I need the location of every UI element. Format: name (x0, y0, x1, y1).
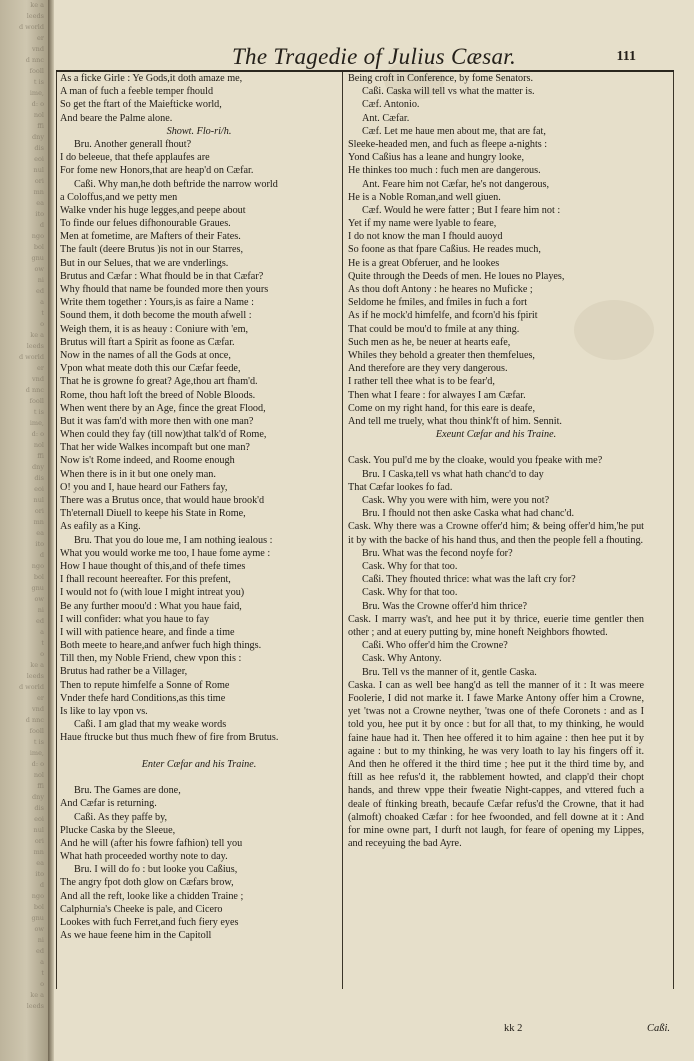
verse-line: As eafily as a King. (60, 521, 141, 533)
facing-page-line: d world (18, 353, 44, 361)
facing-page-line: mn (33, 188, 44, 196)
facing-page-line: nol (33, 771, 44, 779)
verse-line: What hath proceeded worthy note to day. (60, 851, 228, 863)
verse-line: Being croft in Conference, by fome Senators. (348, 73, 534, 84)
facing-page-line: leeds (26, 1002, 44, 1010)
facing-page-line: t is (33, 408, 44, 416)
verse-line: Walke vnder his huge legges,and peepe about (60, 204, 246, 216)
facing-page-line: t (41, 969, 44, 977)
facing-page-line: ime, (29, 419, 44, 427)
facing-page-line: d nnc (25, 716, 44, 724)
verse-line: I fhall recount heereafter. For this prefent, (60, 574, 231, 586)
verse-line: Caßi. They fhouted thrice: what was the laft cry for? (362, 574, 576, 586)
verse-line: Th'eternall Diuell to keepe his State in Rome, (60, 508, 246, 520)
facing-page-line: ori (34, 507, 44, 515)
verse-line: What you would worke me too, I haue fome ayme : (60, 547, 271, 559)
facing-page-line: d (39, 221, 44, 229)
facing-page-line: t (41, 639, 44, 647)
facing-page-line: d world (18, 683, 44, 691)
verse-line: As a ficke Girle : Ye Gods,it doth amaze me, (60, 73, 243, 84)
verse-line: Cæf. Let me haue men about me, that are fat, (362, 125, 546, 137)
facing-page-line: leeds (26, 672, 44, 680)
verse-line: To finde our felues difhonourable Graues. (60, 218, 231, 230)
facing-page-line: ea (36, 199, 44, 207)
verse-line: As we haue feene him in the Capitoll (60, 930, 212, 942)
verse-line: Cask. I marry was't, and hee put it by thrice, euerie time gentler then other ; and at euery putting by, mine honeft Neighbors fhowted. (348, 613, 644, 638)
verse-line: He thinkes too much : fuch men are dangerous. (348, 165, 541, 177)
facing-page-line: vnd (31, 375, 44, 383)
verse-line: Bru. The Games are done, (74, 785, 181, 797)
facing-page-line: dis (34, 804, 44, 812)
right-text-column (348, 72, 644, 850)
facing-page-line: ffi (37, 782, 44, 790)
facing-page-line: ito (35, 870, 44, 878)
verse-line: And tell me truely, what thou think'ft of him. Sennit. (348, 415, 562, 427)
facing-page-line: d: o (31, 430, 44, 438)
facing-page-line: mn (33, 518, 44, 526)
facing-page-line: ngo (31, 562, 44, 570)
verse-line: And all the reft, looke like a chidden Traine ; (60, 890, 244, 902)
facing-page-line: fooll (29, 727, 44, 735)
verse-line: As if he mock'd himfelfe, and fcorn'd his fpirit (348, 310, 538, 322)
facing-page-line: ke a (30, 991, 44, 999)
verse-line: But in our Selues, that we are vnderlings. (60, 257, 229, 269)
left-text-column (60, 72, 338, 942)
facing-page-line: d: o (31, 760, 44, 768)
facing-page-line: gnu (31, 254, 44, 262)
facing-page-line: a (40, 298, 44, 306)
facing-page-line: ow (34, 595, 44, 603)
verse-line: The angry fpot doth glow on Cæfars brow, (60, 877, 234, 889)
facing-page-line: eoi (34, 815, 44, 823)
verse-line: Ant. Feare him not Cæfar, he's not dangerous, (362, 178, 550, 190)
verse-line: a Coloffus,and we petty men (60, 191, 178, 203)
facing-page-line: ori (34, 837, 44, 845)
verse-line: Cask. Why there was a Crowne offer'd him; & being offer'd him,'he put it by with the backe of his hand thus, and then the people fell a fhouting. (348, 521, 644, 546)
verse-line: Plucke Caska by the Sleeue, (60, 824, 176, 836)
running-title: The Tragedie of Julius Cæsar. (231, 44, 517, 69)
facing-page-line: dny (31, 793, 44, 801)
verse-line: Bru. I Caska,tell vs what hath chanc'd to day (362, 468, 544, 480)
verse-line: That Cæfar lookes fo fad. (348, 481, 453, 493)
facing-page-line: er (37, 34, 44, 42)
verse-line: Caßi. Why man,he doth beftride the narrow world (74, 178, 278, 190)
verse-line: Cask. Why for that too. (362, 587, 458, 599)
facing-page-line: gnu (31, 914, 44, 922)
verse-line: Vpon what meate doth this our Cæfar feede, (60, 363, 241, 375)
facing-page-line: a (40, 958, 44, 966)
facing-page-line: d nnc (25, 56, 44, 64)
verse-line: Brutus and Cæfar : What fhould be in that Cæfar? (60, 270, 264, 282)
stage-direction: Enter Cæfar and his Traine. (141, 758, 257, 770)
facing-page-line: ime, (29, 89, 44, 97)
verse-line: Caßi. Who offer'd him the Crowne? (362, 640, 508, 652)
verse-line: There was a Brutus once, that would haue brook'd (60, 495, 265, 506)
facing-page-line: er (37, 364, 44, 372)
facing-page-line: d (39, 881, 44, 889)
verse-line: Such men as he, be neuer at hearts eafe, (348, 336, 511, 348)
facing-page-line: ffi (37, 122, 44, 130)
verse-line: And therefore are they very dangerous. (348, 363, 508, 375)
verse-line: Bru. Tell vs the manner of it, gentle Caska. (362, 666, 537, 678)
verse-line: And Cæfar is returning. (60, 798, 157, 810)
verse-line: I would not fo (with loue I might intreat you) (60, 587, 245, 599)
facing-page-line: ed (35, 287, 44, 295)
facing-page-line: ni (37, 606, 44, 614)
facing-page-line: ngo (31, 892, 44, 900)
verse-line: Both meete to heare,and anfwer fuch high things. (60, 640, 262, 652)
verse-line: Bru. Was the Crowne offer'd him thrice? (362, 600, 528, 612)
facing-page-line: ow (34, 265, 44, 273)
facing-page-line: dis (34, 144, 44, 152)
facing-page-line: dny (31, 133, 44, 141)
facing-page-line: gnu (31, 584, 44, 592)
facing-page-line: ito (35, 540, 44, 548)
verse-line: And beare the Palme alone. (60, 112, 173, 124)
verse-line: Caska. I can as well bee hang'd as tell the manner of it : It was meere Foolerie, I did not marke it. I fawe Marke Antony offer him a Crowne, yet 'twas not a Crowne neyther, 'twas one of thefe Coronets : and as I told you, hee put it by once : but for all that, to my thinking, he would faine haue had it. Then hee offered it to him againe : then hee put it by againe : but to my thinking, he was very loath to lay his fingers off it. And then he offered it the third time ; hee put it the third time by, and ftill as hee refus'd it, the rabblement howted, and clapp'd their chopt hands, and threw vppe their fweatie Night-cappes, and vttered fuch a deale of ftinking breath, becaufe Cæfar refus'd the Crowne, that it had (almoft) choaked Cæfar : for hee fwoonded, and fell downe at it : And for mine owne part, I durft not laugh, for feare of opening my Lippes, and receyuing the bad Ayre. (348, 679, 644, 850)
verse-line: I do beleeue, that thefe applaufes are (60, 152, 210, 164)
facing-page-line: ni (37, 276, 44, 284)
verse-line: I will with patience heare, and finde a time (60, 626, 235, 638)
facing-page-line: nul (33, 496, 44, 504)
verse-line: So foone as that fpare Caßius. He reades much, (348, 244, 541, 256)
verse-line: I do not know the man I fhould auoyd (348, 231, 503, 243)
verse-line: Brutus will ftart a Spirit as foone as Cæfar. (60, 336, 235, 348)
verse-line: Rome, thou haft loft the breed of Noble Bloods. (60, 389, 256, 401)
verse-line: When could they fay (till now)that talk'd of Rome, (60, 429, 267, 441)
facing-page-line: o (40, 320, 44, 328)
verse-line: Write them together : Yours,is as faire a Name : (60, 297, 254, 309)
facing-page-line: nul (33, 166, 44, 174)
verse-line: Bru. That you do loue me, I am nothing iealous : (74, 534, 273, 546)
verse-line: But it was fam'd with more then with one man? (60, 415, 254, 427)
facing-page-line: ea (36, 529, 44, 537)
facing-page-line: ea (36, 859, 44, 867)
verse-line: He is a Noble Roman,and well giuen. (348, 191, 501, 203)
verse-line: Be any further moou'd : What you haue faid, (60, 600, 242, 612)
verse-line: That he is growne fo great? Age,thou art fham'd. (60, 376, 258, 388)
facing-page-line: bol (33, 573, 44, 581)
verse-line: The fault (deere Brutus )is not in our Starres, (60, 244, 244, 256)
folio-number: 111 (616, 49, 636, 64)
stage-direction: Exeunt Cæfar and his Traine. (435, 429, 557, 441)
verse-line: He is a great Obferuer, and he lookes (348, 257, 500, 269)
facing-page-line: t is (33, 738, 44, 746)
facing-page-line: d nnc (25, 386, 44, 394)
facing-page-line: bol (33, 903, 44, 911)
verse-line: O! you and I, haue heard our Fathers fay, (60, 481, 228, 493)
facing-page-line: ori (34, 177, 44, 185)
facing-page-line: vnd (31, 45, 44, 53)
facing-page-line: ke a (30, 1, 44, 9)
facing-page-line: d: o (31, 100, 44, 108)
signature-mark: kk 2 (504, 1023, 523, 1034)
facing-page-line: dis (34, 474, 44, 482)
verse-line: Yet if my name were lyable to feare, (348, 218, 497, 230)
verse-line: So get the ftart of the Maiefticke world, (60, 99, 222, 111)
facing-page-line: dny (31, 463, 44, 471)
verse-line: That her wide Walkes incompaft but one man? (60, 442, 250, 454)
verse-line: Caßi. Caska will tell vs what the matter is. (362, 86, 535, 98)
facing-page-line: leeds (26, 342, 44, 350)
verse-line: Till then, my Noble Friend, chew vpon this : (60, 653, 242, 665)
verse-line: Men at fometime, are Mafters of their Fates. (60, 231, 241, 243)
verse-line: Whiles they behold a greater then themfelues, (348, 349, 535, 361)
verse-line: Cæf. Antonio. (362, 99, 420, 111)
verse-line: When there is in it but one onely man. (60, 468, 216, 480)
verse-line: Calphurnia's Cheeke is pale, and Cicero (60, 903, 223, 915)
facing-page-line: fooll (29, 397, 44, 405)
verse-line: Haue ftrucke but thus much fhew of fire from Brutus. (60, 732, 279, 744)
verse-line: Seldome he fmiles, and fmiles in fuch a fort (348, 297, 528, 309)
facing-page-line: mn (33, 848, 44, 856)
verse-line: Sound them, it doth become the mouth afwell : (60, 310, 252, 322)
line-gap (60, 745, 338, 758)
facing-page-line: ito (35, 210, 44, 218)
verse-line: Bru. I will do fo : but looke you Caßius, (74, 864, 238, 876)
facing-page-line: nol (33, 111, 44, 119)
facing-page-line: eoi (34, 485, 44, 493)
facing-page-line: bol (33, 243, 44, 251)
facing-page-line: ffi (37, 452, 44, 460)
facing-page-line: nul (33, 826, 44, 834)
verse-line: Bru. I fhould not then aske Caska what had chanc'd. (362, 508, 575, 520)
verse-line: And he will (after his fowre fafhion) tell you (60, 837, 243, 849)
verse-line: Ant. Cæfar. (362, 112, 410, 124)
facing-page-line: ni (37, 936, 44, 944)
verse-line: Cask. Why for that too. (362, 560, 458, 572)
facing-page-line: ke a (30, 661, 44, 669)
stage-direction: Showt. Flo-ri/h. (166, 125, 232, 137)
facing-page-gutter (0, 0, 48, 1061)
verse-line: Sleeke-headed men, and fuch as fleepe a-nights : (348, 138, 548, 150)
facing-page-line: t is (33, 78, 44, 86)
facing-page-line: a (40, 628, 44, 636)
verse-line: Cask. Why you were with him, were you not? (362, 495, 550, 507)
verse-line: A man of fuch a feeble temper fhould (60, 86, 214, 98)
verse-line: Bru. Another generall fhout? (74, 138, 192, 150)
verse-line: How I haue thought of this,and of thefe times (60, 560, 246, 572)
facing-page-line: er (37, 694, 44, 702)
verse-line: When went there by an Age, fince the great Flood, (60, 402, 266, 414)
verse-line: I will confider: what you haue to fay (60, 613, 210, 625)
facing-page-line: ime, (29, 749, 44, 757)
verse-line: Vnder thefe hard Conditions,as this time (60, 692, 226, 704)
verse-line: Brutus had rather be a Villager, (60, 666, 188, 678)
verse-line: Weigh them, it is as heauy : Coniure with 'em, (60, 323, 249, 335)
facing-page-line: eoi (34, 155, 44, 163)
verse-line: Now is't Rome indeed, and Roome enough (60, 455, 235, 467)
verse-line: Then to repute himfelfe a Sonne of Rome (60, 679, 230, 691)
verse-line: Yond Caßius has a leane and hungry looke, (348, 152, 525, 164)
facing-page-line: o (40, 650, 44, 658)
line-gap (60, 771, 338, 784)
facing-page-line: fooll (29, 67, 44, 75)
catchword: Caßi. (646, 1023, 670, 1034)
facing-page-line: nol (33, 441, 44, 449)
facing-page-line: ow (34, 925, 44, 933)
facing-page-line: ngo (31, 232, 44, 240)
folio-page (54, 0, 694, 1061)
line-gap (348, 441, 644, 454)
verse-line: Then what I feare : for alwayes I am Cæfar. (348, 389, 526, 401)
facing-page-line: ed (35, 947, 44, 955)
verse-line: Cask. You pul'd me by the cloake, would you fpeake with me? (348, 455, 603, 467)
facing-page-line: t (41, 309, 44, 317)
facing-page-line: d world (18, 23, 44, 31)
verse-line: Caßi. As they paffe by, (74, 811, 168, 823)
facing-page-line: leeds (26, 12, 44, 20)
facing-page-line: ed (35, 617, 44, 625)
facing-page-line: ke a (30, 331, 44, 339)
verse-line: As thou doft Antony : he heares no Muficke ; (348, 284, 533, 295)
verse-line: Quite through the Deeds of men. He loues no Playes, (348, 270, 565, 282)
facing-page-line: vnd (31, 705, 44, 713)
verse-line: Is like to lay vpon vs. (60, 706, 148, 717)
verse-line: Caßi. I am glad that my weake words (74, 719, 227, 731)
verse-line: Come on my right hand, for this eare is deafe, (348, 402, 536, 414)
column-divider (342, 72, 343, 989)
verse-line: For fome new Honors,that are heap'd on Cæfar. (60, 165, 254, 177)
verse-line: Lookes with fuch Ferret,and fuch fiery eyes (60, 917, 239, 928)
verse-line: I rather tell thee what is to be fear'd, (348, 376, 495, 388)
verse-line: Cask. Why Antony. (362, 653, 442, 665)
verse-line: That could be mou'd to fmile at any thing. (348, 323, 520, 335)
verse-line: Cæf. Would he were fatter ; But I feare him not : (362, 204, 561, 216)
facing-page-line: d (39, 551, 44, 559)
verse-line: Bru. What was the fecond noyfe for? (362, 547, 513, 559)
facing-page-line: o (40, 980, 44, 988)
verse-line: Why fhould that name be founded more then yours (60, 284, 269, 295)
verse-line: Now in the names of all the Gods at once, (60, 349, 231, 361)
